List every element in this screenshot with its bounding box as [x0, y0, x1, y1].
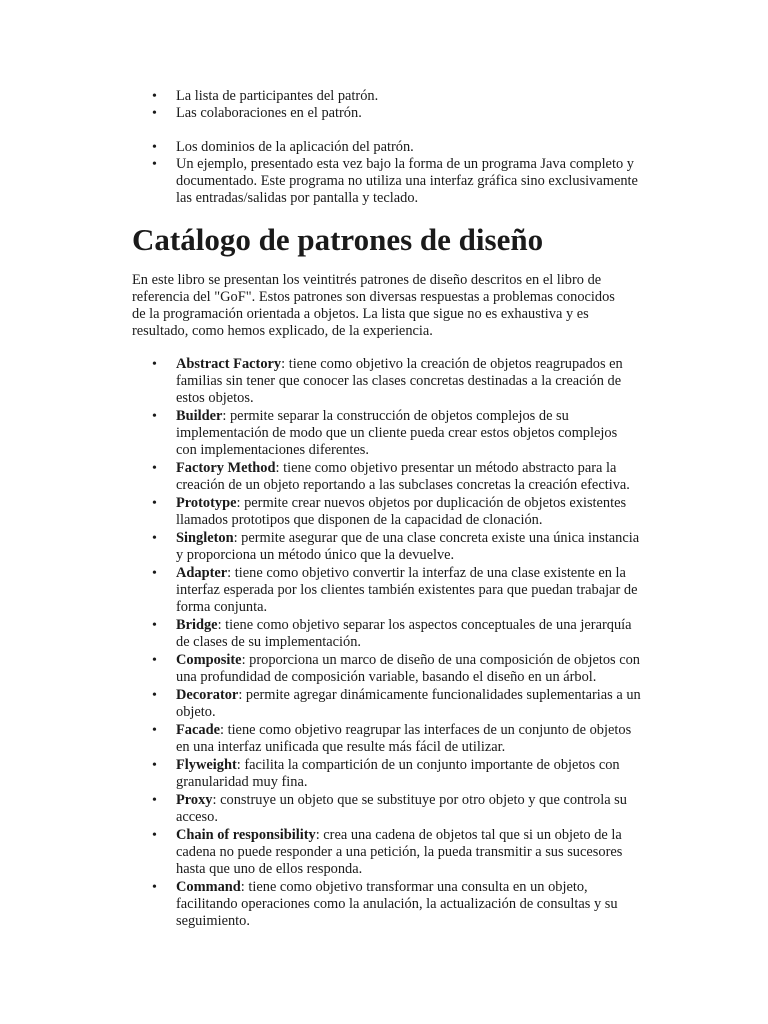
pattern-item: [176, 408, 641, 459]
pattern-term: Facade: [176, 722, 220, 738]
pattern-item: [176, 757, 641, 791]
participants-list: [176, 88, 656, 122]
pattern-term: Prototype: [176, 495, 237, 511]
pattern-item: [176, 722, 641, 756]
pattern-item: [176, 565, 641, 616]
pattern-desc: : permite asegurar que de una clase concreta existe una única instancia y proporciona un método único que la devuelve.: [176, 530, 640, 563]
pattern-item: [176, 530, 641, 564]
pattern-desc: : facilita la compartición de un conjunto importante de objetos con granularidad muy fina.: [176, 757, 620, 790]
pattern-desc: : proporciona un marco de diseño de una composición de objetos con una profundidad de composición variable, basando el diseño en un árbol.: [176, 652, 640, 685]
pattern-term: Command: [176, 879, 241, 895]
pattern-item: [176, 460, 641, 494]
pattern-item: [176, 827, 641, 878]
pattern-term: Singleton: [176, 530, 234, 546]
pattern-item: [176, 687, 641, 721]
pattern-term: Proxy: [176, 792, 213, 808]
pattern-desc: : tiene como objetivo la creación de objetos reagrupados en familias sin tener que conocer las clases concretas destinadas a la creación de estos objetos.: [176, 356, 623, 406]
pattern-term: Factory Method: [176, 460, 276, 476]
pattern-desc: : tiene como objetivo reagrupar las interfaces de un conjunto de objetos en una interfaz unificada que resulte más fácil de utilizar.: [176, 722, 632, 755]
pattern-term: Adapter: [176, 565, 228, 581]
pattern-term: Abstract Factory: [176, 356, 282, 372]
pattern-term: Decorator: [176, 687, 239, 703]
list-item: • Los dominios de la aplicación del patrón.: [176, 139, 656, 156]
pattern-item: [176, 495, 641, 529]
pattern-item: [176, 792, 641, 826]
pattern-desc: : permite separar la construcción de objetos complejos de su implementación de modo que un cliente pueda crear estos objetos complejos con implementaciones diferentes.: [176, 408, 618, 458]
pattern-desc: : permite agregar dinámicamente funcionalidades suplementarias a un objeto.: [176, 687, 641, 720]
pattern-desc: : construye un objeto que se substituye por otro objeto y que controla su acceso.: [176, 792, 627, 825]
pattern-item: [176, 652, 641, 686]
section-heading: Catálogo de patrones de diseño: [132, 222, 544, 257]
pattern-desc: : tiene como objetivo presentar un método abstracto para la creación de un objeto reportando a las subclases concretas la creación efectiva.: [176, 460, 630, 493]
pattern-item: [176, 617, 641, 651]
pattern-desc: : crea una cadena de objetos tal que si un objeto de la cadena no puede responder a una petición, la pueda transmitir a sus sucesores hasta que uno de ellos responda.: [176, 827, 623, 877]
patterns-list: [176, 356, 641, 931]
domains-list: [176, 139, 656, 207]
pattern-desc: : tiene como objetivo transformar una consulta en un objeto, facilitando operaciones como la anulación, la actualización de consultas y su seguimiento.: [176, 879, 618, 929]
pattern-desc: : tiene como objetivo convertir la interfaz de una clase existente en la interfaz esperada por los clientes también existentes para que puedan trabajar de forma conjunta.: [176, 565, 638, 615]
intro-paragraph: En este libro se presentan los veintitrés patrones de diseño descritos en el libro de referencia del "GoF". Estos patrones son diversas respuestas a problemas conocidos de la programación orientada a objetos. La lista que sigue no es exhaustiva y es resultado, como hemos explicado, de la experiencia.: [132, 272, 615, 339]
list-item: • Las colaboraciones en el patrón.: [176, 105, 656, 122]
pattern-term: Chain of responsibility: [176, 827, 316, 843]
pattern-desc: : tiene como objetivo separar los aspectos conceptuales de una jerarquía de clases de su implementación.: [176, 617, 632, 650]
list-item: • La lista de participantes del patrón.: [176, 88, 656, 105]
pattern-term: Flyweight: [176, 757, 237, 773]
pattern-term: Bridge: [176, 617, 218, 633]
pattern-item: [176, 879, 641, 930]
pattern-term: Composite: [176, 652, 242, 668]
pattern-item: [176, 356, 641, 407]
pattern-desc: : permite crear nuevos objetos por duplicación de objetos existentes llamados prototipos que disponen de la capacidad de clonación.: [176, 495, 627, 528]
list-item: • Un ejemplo, presentado esta vez bajo la forma de un programa Java completo y documentado. Este programa no utiliza una interfaz gráfica sino exclusivamente las entradas/salidas por pantalla y teclado.: [176, 156, 656, 207]
pattern-term: Builder: [176, 408, 223, 424]
